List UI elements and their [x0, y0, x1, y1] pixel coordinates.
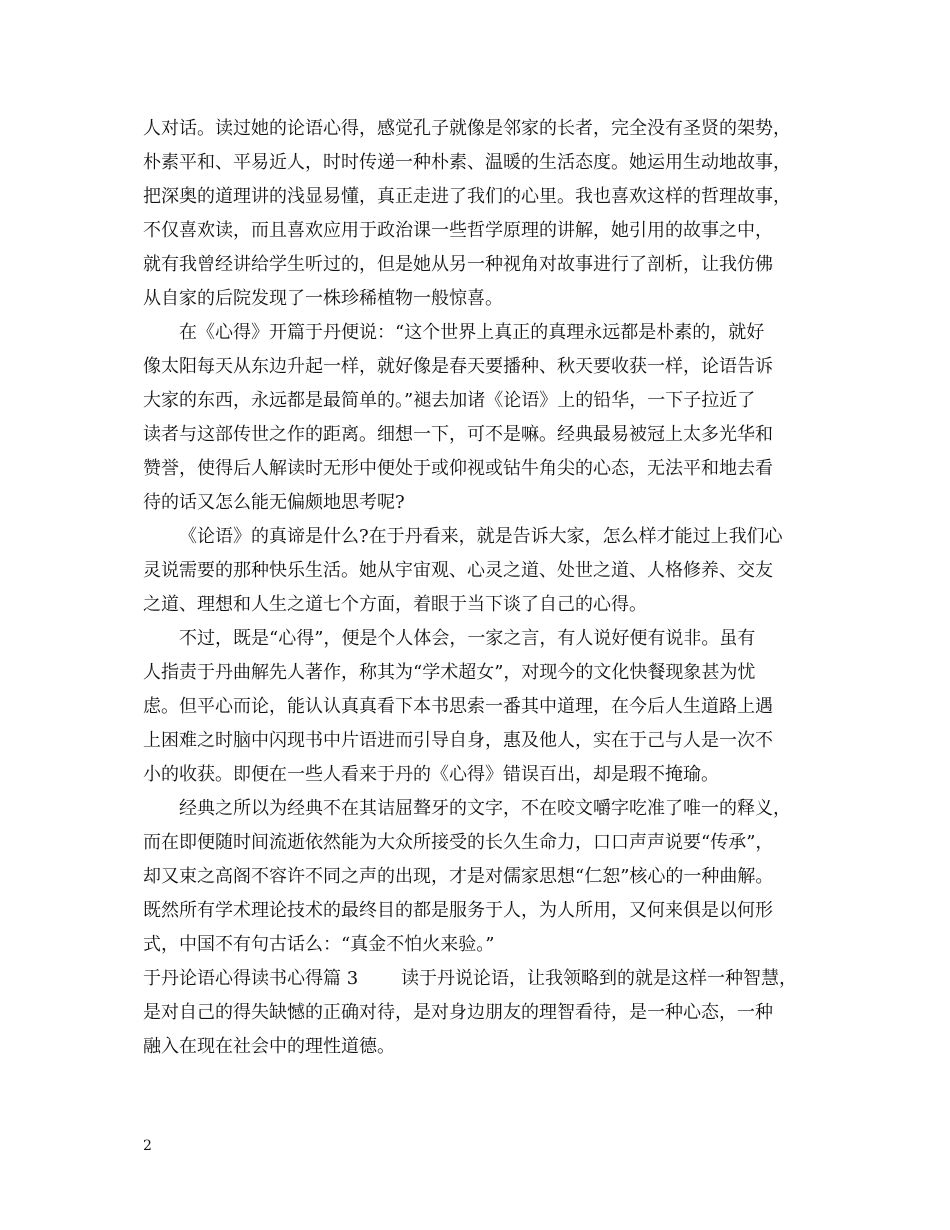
page-number: 2	[143, 1138, 152, 1154]
section-heading: 于丹论语心得读书心得篇 3	[143, 968, 359, 989]
text-line: 人对话。读过她的论语心得，感觉孔子就像是邻家的长者，完全没有圣贤的架势，	[143, 118, 791, 139]
text-line: 《论语》的真谛是什么?在于丹看来，就是告诉大家，怎么样才能过上我们心	[179, 526, 783, 547]
text-line: 不仅喜欢读，而且喜欢应用于政治课一些哲学原理的讲解，她引用的故事之中，	[143, 220, 773, 241]
text-line: 虑。但平心而论，能认认真真看下本书思索一番其中道理，在今后人生道路上遇	[143, 696, 773, 717]
section-first-line: 读于丹说论语，让我领略到的就是这样一种智慧，	[401, 968, 797, 989]
text-line: 在《心得》开篇于丹便说：“这个世界上真正的真理永远都是朴素的，就好	[179, 322, 765, 343]
text-line: 融入在现在社会中的理性道德。	[143, 1036, 395, 1057]
text-line: 从自家的后院发现了一株珍稀植物一般惊喜。	[143, 288, 503, 309]
body-text	[143, 112, 823, 1064]
paragraph-lines	[143, 112, 823, 962]
text-line: 把深奥的道理讲的浅显易懂，真正走进了我们的心里。我也喜欢这样的哲理故事，	[143, 186, 791, 207]
text-line: 上困难之时脑中闪现书中片语进而引导自身，惠及他人，实在于己与人是一次不	[143, 730, 773, 751]
text-line: 而在即便随时间流逝依然能为大众所接受的长久生命力，口口声声说要“传承”，	[143, 832, 774, 853]
text-line: 赞誉，使得后人解读时无形中便处于或仰视或钻牛角尖的心态，无法平和地去看	[143, 458, 773, 479]
text-line: 却又束之高阁不容许不同之声的出现，才是对儒家思想“仁恕”核心的一种曲解。	[143, 866, 774, 887]
text-line: 是对自己的得失缺憾的正确对待，是对身边朋友的理智看待，是一种心态，一种	[143, 1002, 773, 1023]
section-lines	[143, 996, 823, 1064]
text-line: 朴素平和、平易近人，时时传递一种朴素、温暖的生活态度。她运用生动地故事，	[143, 152, 791, 173]
section-heading-line	[143, 962, 823, 996]
text-line: 既然所有学术理论技术的最终目的都是服务于人，为人所用，又何来俱是以何形	[143, 900, 773, 921]
text-line: 大家的东西，永远都是最简单的。”褪去加诸《论语》上的铅华，一下子拉近了	[143, 390, 756, 411]
text-line: 待的话又怎么能无偏颇地思考呢?	[143, 492, 405, 513]
text-line: 读者与这部传世之作的距离。细想一下，可不是嘛。经典最易被冠上太多光华和	[143, 424, 773, 445]
text-line: 式，中国不有句古话么：“真金不怕火来验。”	[143, 934, 495, 955]
text-line: 小的收获。即便在一些人看来于丹的《心得》错误百出，却是瑕不掩瑜。	[143, 764, 719, 785]
text-line: 不过，既是“心得”，便是个人体会，一家之言，有人说好便有说非。虽有	[179, 628, 756, 649]
text-line: 灵说需要的那种快乐生活。她从宇宙观、心灵之道、处世之道、人格修养、交友	[143, 560, 773, 581]
text-line: 人指责于丹曲解先人著作，称其为“学术超女”，对现今的文化快餐现象甚为忧	[143, 662, 756, 683]
text-line: 就有我曾经讲给学生听过的，但是她从另一种视角对故事进行了剖析，让我仿佛	[143, 254, 773, 275]
text-line: 像太阳每天从东边升起一样，就好像是春天要播种、秋天要收获一样，论语告诉	[143, 356, 773, 377]
text-line: 之道、理想和人生之道七个方面，着眼于当下谈了自己的心得。	[143, 594, 647, 615]
text-line: 经典之所以为经典不在其诘屈聱牙的文字，不在咬文嚼字吃准了唯一的释义，	[179, 798, 791, 819]
